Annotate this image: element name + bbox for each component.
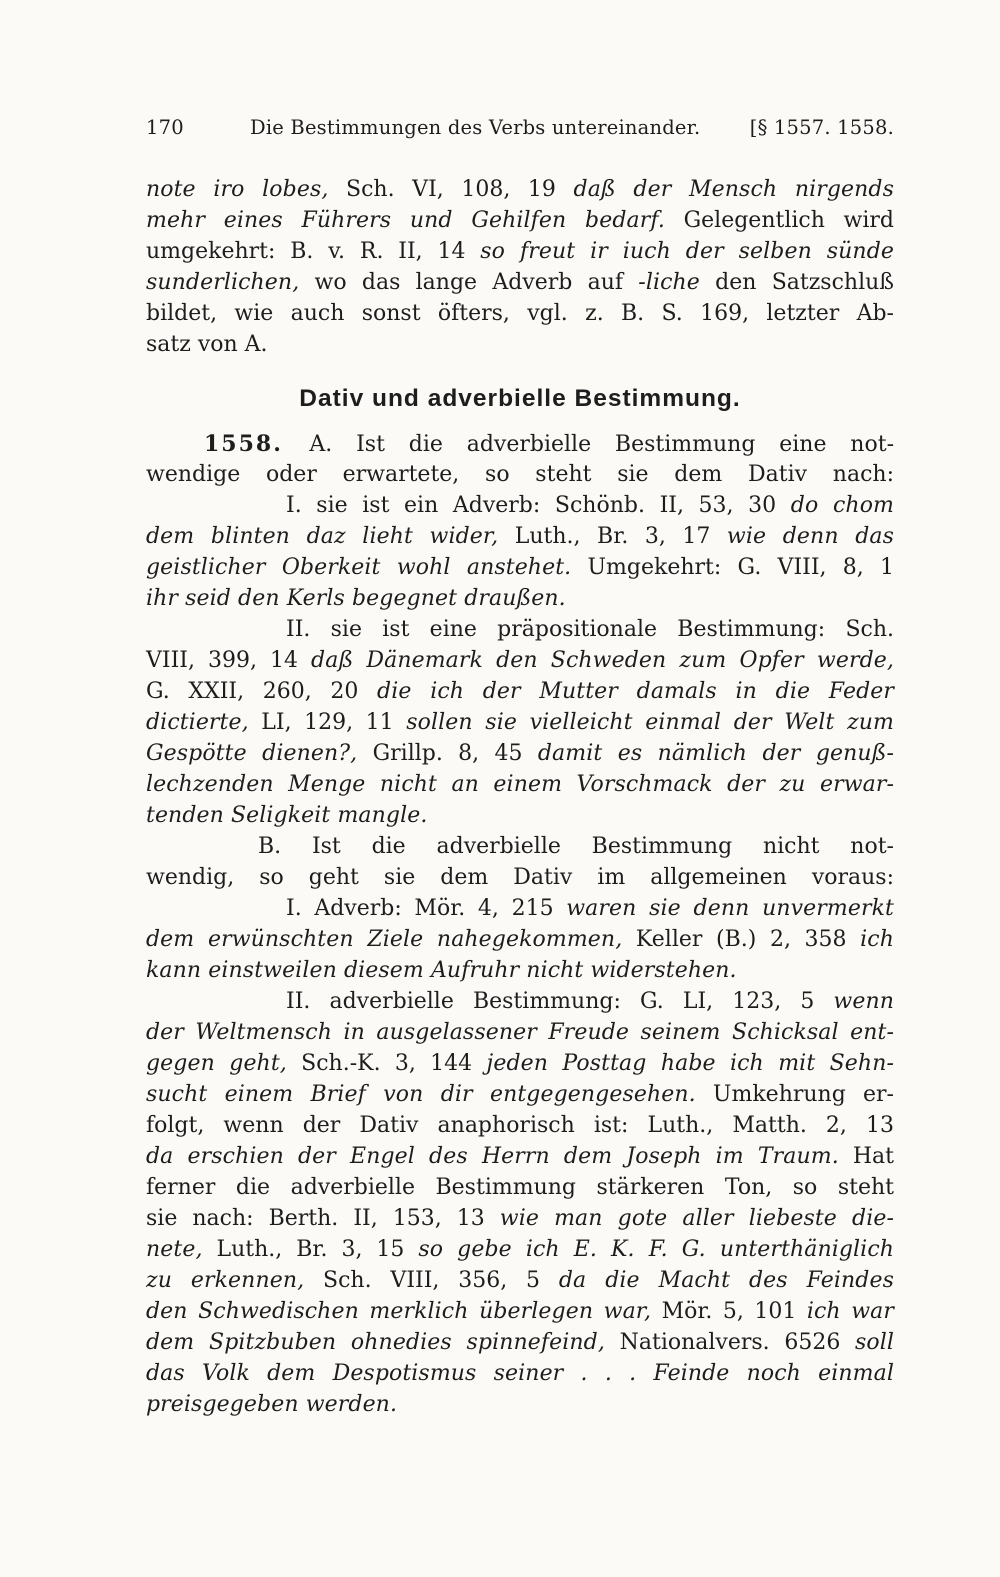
quoted-text: da erschien der Engel des Herrn dem Joseph im Traum. [146, 1144, 839, 1169]
quoted-text: ihr seid den Kerls begegnet draußen. [146, 586, 566, 611]
citation-text: Sch.-K. 3, 144 [286, 1051, 487, 1076]
quoted-text: geistlicher Oberkeit wohl anstehet. [146, 555, 572, 580]
quoted-text: sucht einem Brief von dir entgegengesehen. [146, 1082, 696, 1107]
citation-text: B. Ist die adverbielle Bestimmung nicht not- [258, 834, 894, 859]
text-line [146, 1235, 894, 1265]
quoted-text: ich war [806, 1299, 894, 1324]
citation-text: I. sie ist ein Adverb: Schönb. II, 53, 30 [286, 493, 791, 518]
citation-text: Grillp. 8, 45 [357, 741, 538, 766]
citation-text: wo das lange Adverb auf [299, 270, 639, 295]
quoted-text: wie man gote aller liebeste die- [499, 1206, 894, 1231]
text-line [146, 522, 894, 552]
text-line [146, 677, 894, 707]
citation-text: Umkehrung er- [695, 1082, 894, 1107]
text-line [146, 770, 894, 800]
citation-text: Mör. 5, 101 [651, 1299, 807, 1324]
quoted-text: da die Macht des Feindes [558, 1268, 894, 1293]
quoted-text: sunderlichen, [146, 270, 300, 295]
citation-text: wendig, so geht sie dem Dativ im allgemeinen voraus: [146, 865, 894, 890]
quoted-text: do chom [790, 493, 895, 518]
text-line [146, 646, 894, 676]
text-line [146, 1111, 894, 1141]
citation-text: VIII, 399, 14 [146, 648, 312, 673]
text-line [146, 175, 894, 205]
text-line [146, 801, 894, 831]
quoted-text: dictierte, [146, 710, 249, 735]
text-line [146, 1173, 894, 1203]
quoted-text: dem erwünschten Ziele nahegekommen, [146, 927, 623, 952]
quoted-text: Gespötte dienen?, [146, 741, 358, 766]
text-line [146, 553, 894, 583]
citation-text: Umgekehrt: G. VIII, 8, 1 [571, 555, 894, 580]
citation-text: G. XXII, 260, 20 [146, 679, 378, 704]
text-line [146, 1297, 894, 1327]
text-line [146, 956, 894, 986]
quoted-text: ich [860, 927, 894, 952]
text-line [146, 1049, 894, 1079]
text-line [146, 1080, 894, 1110]
citation-text: Keller (B.) 2, 358 [622, 927, 861, 952]
quoted-text: wie denn das [726, 524, 895, 549]
section-reference: [§ 1557. 1558. [749, 116, 894, 139]
section-heading: Dativ und adverbielle Bestimmung. [299, 385, 741, 412]
quoted-text: tenden Seligkeit mangle. [146, 803, 428, 828]
quoted-text: den Schwedischen merklich überlegen war, [146, 1299, 652, 1324]
citation-text: Nationalvers. 6526 [604, 1330, 855, 1355]
quoted-text: dem Spitzbuben ohnedies spinnefeind, [146, 1330, 605, 1355]
quoted-text: so freut ir iuch der selben sünde [480, 239, 895, 264]
page-number: 170 [146, 116, 184, 139]
citation-text: folgt, wenn der Dativ anaphorisch ist: Luth., Matth. 2, 13 [146, 1113, 894, 1138]
quoted-text: jeden Posttag habe ich mit Sehn- [486, 1051, 895, 1076]
quoted-text: note iro lobes, [146, 177, 329, 202]
text-line [146, 739, 894, 769]
text-line [146, 268, 894, 298]
citation-text: Gelegentlich wird [664, 208, 894, 233]
text-line [146, 330, 894, 360]
quoted-text: die ich der Mutter damals in die Feder [377, 679, 895, 704]
citation-text: ferner die adverbielle Bestimmung stärkeren Ton, so steht [146, 1175, 894, 1200]
quoted-text: gegen geht, [146, 1051, 287, 1076]
section-number: 1558. [204, 431, 310, 457]
citation-text: wendige oder erwartete, so steht sie dem Dativ nach: [146, 462, 894, 487]
text-line [146, 708, 894, 738]
quoted-text: kann einstweilen diesem Aufruhr nicht widerstehen. [146, 958, 737, 983]
text-line [146, 460, 894, 490]
citation-text: umgekehrt: B. v. R. II, 14 [146, 239, 481, 264]
quoted-text: sollen sie vielleicht einmal der Welt zum [406, 710, 894, 735]
citation-text: II. adverbielle Bestimmung: G. LI, 123, 5 [286, 989, 834, 1014]
text-line [204, 429, 894, 459]
citation-text: Hat [838, 1144, 895, 1169]
quoted-text: waren sie denn unvermerkt [566, 896, 894, 921]
quoted-text: nete, [146, 1237, 203, 1262]
quoted-text: mehr eines Führers und Gehilfen bedarf. [146, 208, 665, 233]
citation-text: Sch. VIII, 356, 5 [304, 1268, 559, 1293]
citation-text: bildet, wie auch sonst öfters, vgl. z. B. S. 169, letzter Ab- [146, 301, 894, 326]
citation-text: sie nach: Berth. II, 153, 13 [146, 1206, 500, 1231]
quoted-text: -liche [638, 270, 700, 295]
quoted-text: so gebe ich E. K. F. G. unterthäniglich [418, 1237, 895, 1262]
text-line [146, 206, 894, 236]
text-line [146, 299, 894, 329]
quoted-text: damit es nämlich der genuß- [537, 741, 894, 766]
text-line [146, 1266, 894, 1296]
text-line [146, 1328, 894, 1358]
text-line [286, 894, 894, 924]
citation-text: den Satzschluß [699, 270, 894, 295]
quoted-text: lechzenden Menge nicht an einem Vorschmack der zu erwar- [146, 772, 894, 797]
text-line [146, 237, 894, 267]
citation-text: Luth., Br. 3, 15 [202, 1237, 419, 1262]
text-line [146, 1204, 894, 1234]
citation-text: LI, 129, 11 [248, 710, 407, 735]
citation-text: satz von A. [146, 332, 268, 357]
quoted-text: das Volk dem Despotismus seiner . . . Feinde noch einmal [146, 1361, 894, 1386]
running-header [146, 116, 894, 140]
text-line [146, 1018, 894, 1048]
citation-text: A. Ist die adverbielle Bestimmung eine not- [309, 432, 894, 457]
text-line [286, 615, 894, 645]
quoted-text: wenn [833, 989, 894, 1014]
text-line [146, 863, 894, 893]
citation-text: Luth., Br. 3, 17 [498, 524, 727, 549]
text-line [286, 491, 894, 521]
text-line [146, 1359, 894, 1389]
text-line [258, 832, 894, 862]
quoted-text: daß der Mensch nirgends [573, 177, 894, 202]
text-line [286, 987, 894, 1017]
text-line [146, 925, 894, 955]
running-title: Die Bestimmungen des Verbs untereinander. [250, 116, 701, 139]
quoted-text: zu erkennen, [146, 1268, 305, 1293]
citation-text: I. Adverb: Mör. 4, 215 [286, 896, 567, 921]
quoted-text: der Weltmensch in ausgelassener Freude seinem Schicksal ent- [146, 1020, 894, 1045]
quoted-text: daß Dänemark den Schweden zum Opfer werde, [311, 648, 894, 673]
quoted-text: soll [855, 1330, 895, 1355]
citation-text: II. sie ist eine präpositionale Bestimmung: Sch. [286, 617, 894, 642]
text-line [146, 584, 894, 614]
text-line [146, 1142, 894, 1172]
quoted-text: preisgegeben werden. [146, 1392, 398, 1417]
citation-text: Sch. VI, 108, 19 [328, 177, 574, 202]
text-line [146, 1390, 894, 1420]
quoted-text: dem blinten daz lieht wider, [146, 524, 499, 549]
